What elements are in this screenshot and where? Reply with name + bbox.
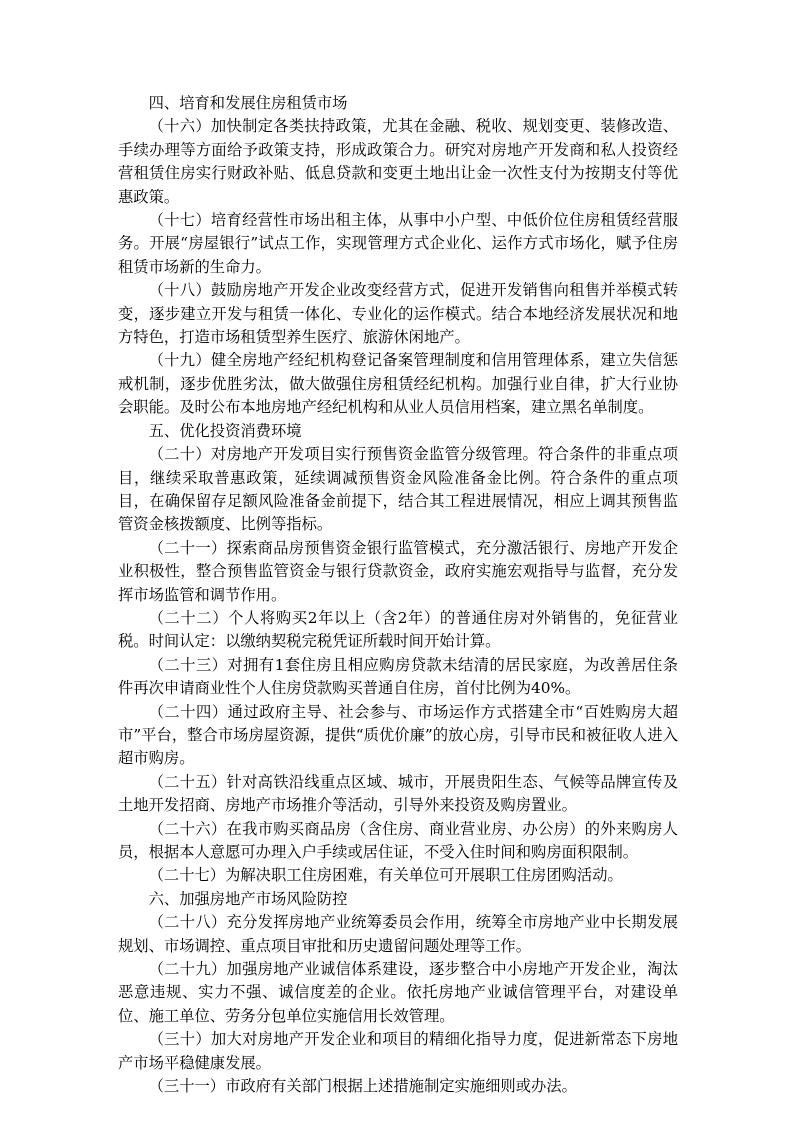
paragraph: （二十九）加强房地产业诚信体系建设，逐步整合中小房地产开发企业，淘汰恶意违规、实力不强、诚信度差的企业。依托房地产业诚信管理平台，对建设单位、施工单位、劳务分包单位实施信用长效管理。 bbox=[118, 960, 678, 1025]
paragraph: （二十七）为解决职工住房困难，有关单位可开展职工住房团购活动。 bbox=[148, 866, 623, 885]
paragraph: （十七）培育经营性市场出租主体，从事中小户型、中低价位住房租赁经营服务。开展“房屋银行”试点工作，实现管理方式企业化、运作方式市场化，赋予住房租赁市场新的生命力。 bbox=[118, 211, 678, 276]
paragraph: （二十五）针对高铁沿线重点区域、城市，开展贵阳生态、气候等品牌宣传及土地开发招商、房地产市场推介等活动，引导外来投资及购房置业。 bbox=[118, 772, 678, 815]
paragraph: （十八）鼓励房地产开发企业改变经营方式，促进开发销售向租售并举模式转变，逐步建立开发与租赁一体化、专业化的运作模式。结合本地经济发展状况和地方特色，打造市场租赁型养生医疗、旅游休闲地产。 bbox=[118, 281, 678, 347]
paragraph: （二十一）探索商品房预售资金银行监管模式，充分激活银行、房地产开发企业积极性，整合预售监管资金与银行贷款资金，政府实施宏观指导与监督，充分发挥市场监管和调节作用。 bbox=[118, 538, 678, 604]
section-heading: 四、培育和发展住房租赁市场 bbox=[148, 94, 348, 112]
paragraph: （三十一）市政府有关部门根据上述措施制定实施细则或办法。 bbox=[148, 1077, 577, 1096]
paragraph: （二十六）在我市购买商品房（含住房、商业营业房、办公房）的外来购房人员，根据本人意愿可办理入户手续或居住证，不受入住时间和购房面积限制。 bbox=[118, 819, 678, 861]
paragraph: （二十二）个人将购买2年以上（含2年）的普通住房对外销售的，免征营业税。时间认定：以缴纳契税完税凭证所载时间开始计算。 bbox=[118, 608, 678, 651]
paragraph: （三十）加大对房地产开发企业和项目的精细化指导力度，促进新常态下房地产市场平稳健康发展。 bbox=[118, 1030, 678, 1072]
paragraph: （二十三）对拥有1套住房且相应购房贷款未结清的居民家庭，为改善居住条件再次申请商业性个人住房贷款购买普通自住房，首付比例为40%。 bbox=[118, 655, 678, 698]
section-heading: 六、加强房地产市场风险防控 bbox=[148, 889, 348, 908]
paragraph: （二十四）通过政府主导、社会参与、市场运作方式搭建全市“百姓购房大超市”平台，整合市场房屋资源，提供“质优价廉”的放心房，引导市民和被征收人进入超市购房。 bbox=[118, 702, 678, 768]
paragraph: （十六）加快制定各类扶持政策，尤其在金融、税收、规划变更、装修改造、手续办理等方面给予政策支持，形成政策合力。研究对房地产开发商和私人投资经营租赁住房实行财政补贴、低息贷款和变更土地出让金一次性支付为按期支付等优惠政策。 bbox=[118, 117, 678, 206]
paragraph: （二十）对房地产开发项目实行预售资金监管分级管理。符合条件的非重点项目，继续采取普惠政策，延续调减预售资金风险准备金比例。符合条件的重点项目，在确保留存足额风险准备金前提下，结合其工程进展情况，相应上调其预售监管资金核拨额度、比例等指标。 bbox=[118, 445, 678, 534]
section-heading: 五、优化投资消费环境 bbox=[148, 421, 302, 440]
paragraph: （十九）健全房地产经纪机构登记备案管理制度和信用管理体系，建立失信惩戒机制，逐步优胜劣汰，做大做强住房租赁经纪机构。加强行业自律，扩大行业协会职能。及时公布本地房地产经纪机构和从业人员信用档案，建立黑名单制度。 bbox=[118, 351, 678, 417]
paragraph: （二十八）充分发挥房地产业统筹委员会作用，统筹全市房地产业中长期发展规划、市场调控、重点项目审批和历史遗留问题处理等工作。 bbox=[118, 913, 678, 955]
document-body bbox=[118, 92, 678, 1098]
